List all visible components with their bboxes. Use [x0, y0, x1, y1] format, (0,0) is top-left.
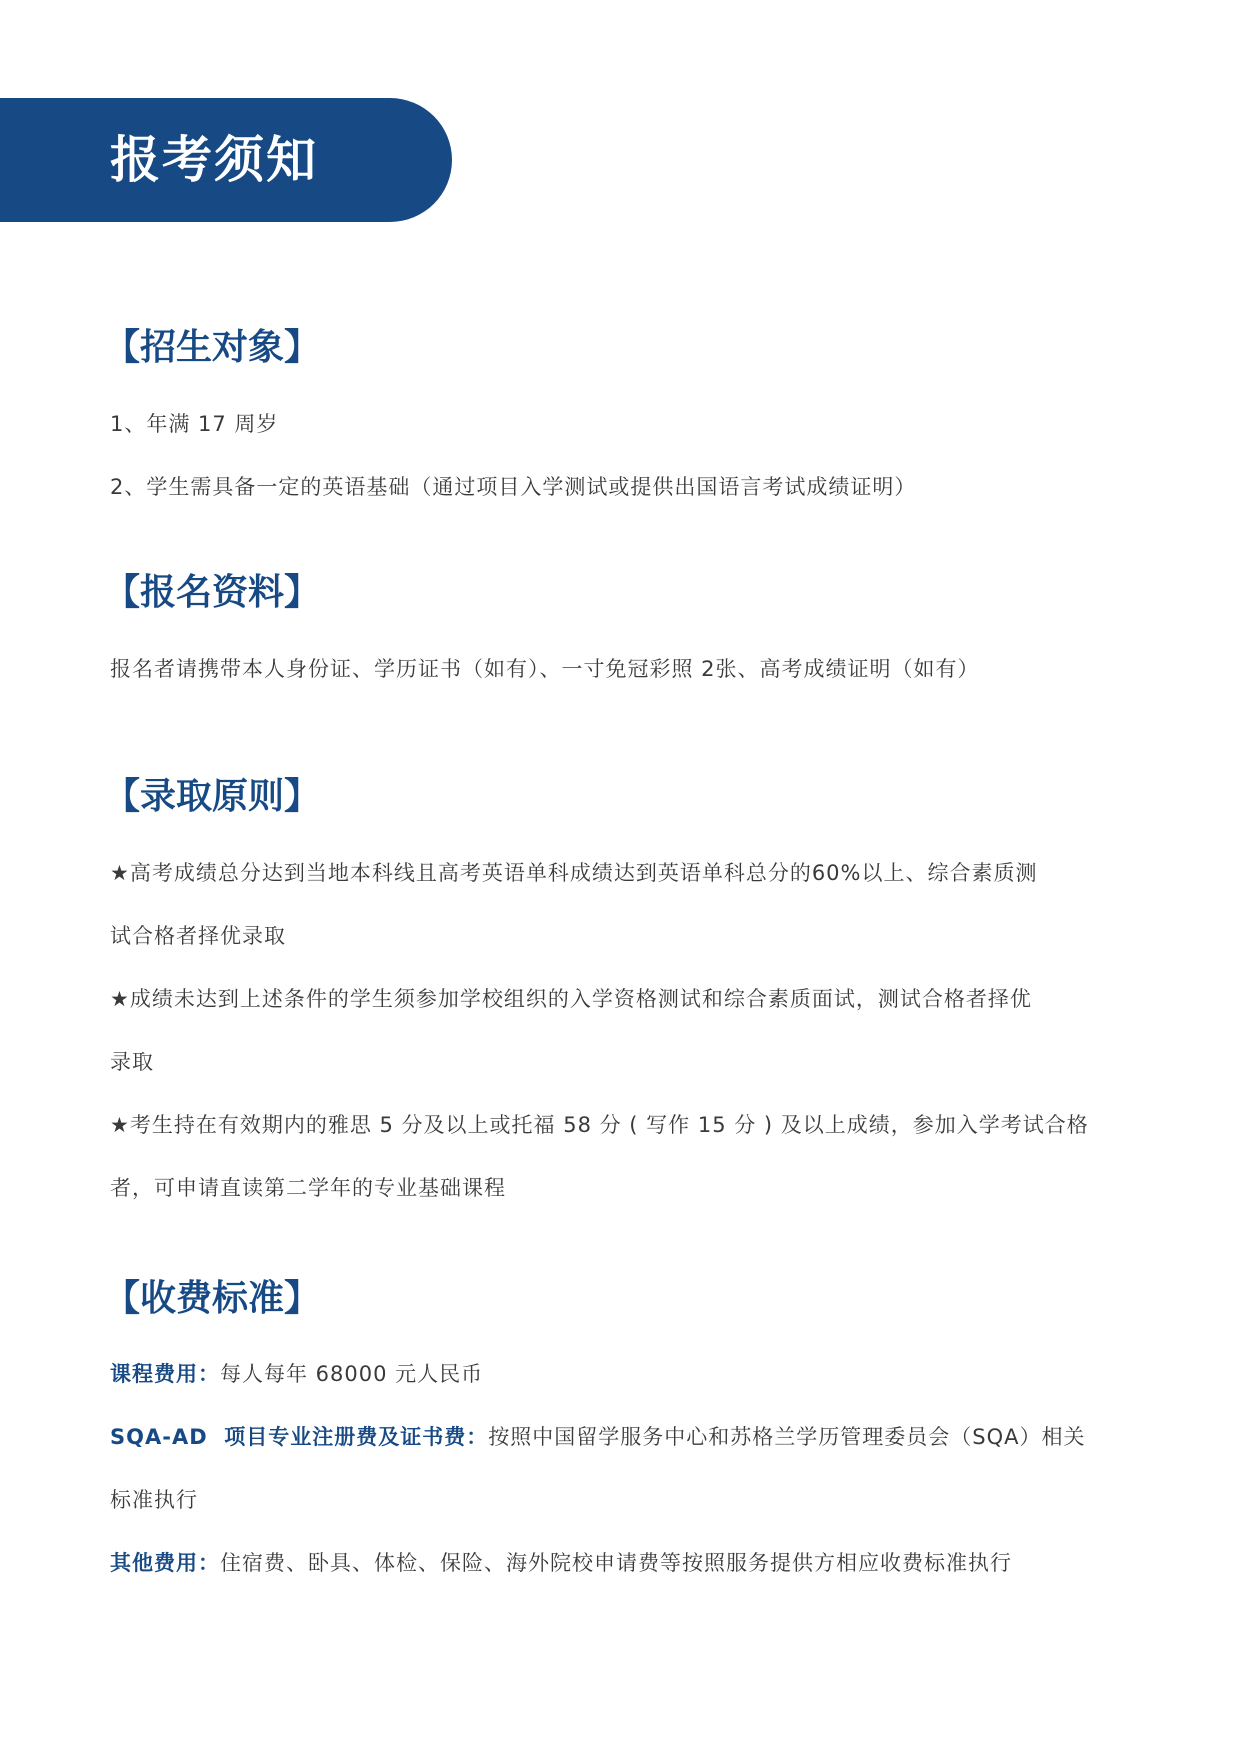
- fee-other: [110, 1548, 1012, 1578]
- section-heading-admission: 【录取原则】: [104, 776, 321, 817]
- eligibility-item-2: 2、学生需具备一定的英语基础（通过项目入学测试或提供出国语言考试成绩证明）: [110, 475, 917, 499]
- eligibility-item-1: 1、年满 17 周岁: [110, 412, 279, 436]
- admission-line-3: ★成绩未达到上述条件的学生须参加学校组织的入学资格测试和综合素质面试，测试合格者择优: [110, 987, 1032, 1011]
- admission-line-4: 录取: [110, 1050, 154, 1074]
- admission-line-5: ★考生持在有效期内的雅思 5 分及以上或托福 58 分 ( 写作 15 分 ) 及以上成绩，参加入学考试合格: [110, 1113, 1089, 1137]
- section-heading-fees: 【收费标准】: [104, 1278, 321, 1319]
- section-heading-materials: 【报名资料】: [104, 572, 321, 613]
- fee-sqa: [110, 1422, 1085, 1452]
- title-banner: [0, 98, 452, 222]
- fee-other-text: 住宿费、卧具、体检、保险、海外院校申请费等按照服务提供方相应收费标准执行: [220, 1551, 1012, 1575]
- admission-line-6: 者，可申请直读第二学年的专业基础课程: [110, 1176, 506, 1200]
- fee-course: [110, 1359, 483, 1389]
- page-title: 报考须知: [110, 131, 318, 189]
- fee-other-label: 其他费用：: [110, 1551, 220, 1575]
- fee-course-text: 每人每年 68000 元人民币: [220, 1362, 484, 1386]
- fee-course-label: 课程费用：: [110, 1362, 220, 1386]
- fee-sqa-continued: 标准执行: [110, 1488, 198, 1512]
- admission-line-1: ★高考成绩总分达到当地本科线且高考英语单科成绩达到英语单科总分的60%以上、综合素质测: [110, 861, 1038, 885]
- fee-sqa-text: 按照中国留学服务中心和苏格兰学历管理委员会（SQA）相关: [488, 1425, 1086, 1449]
- admission-line-2: 试合格者择优录取: [110, 924, 286, 948]
- section-heading-eligibility: 【招生对象】: [104, 327, 321, 368]
- fee-sqa-label: SQA-AD 项目专业注册费及证书费：: [110, 1425, 489, 1449]
- materials-text: 报名者请携带本人身份证、学历证书（如有）、一寸免冠彩照 2张、高考成绩证明（如有）: [110, 657, 980, 681]
